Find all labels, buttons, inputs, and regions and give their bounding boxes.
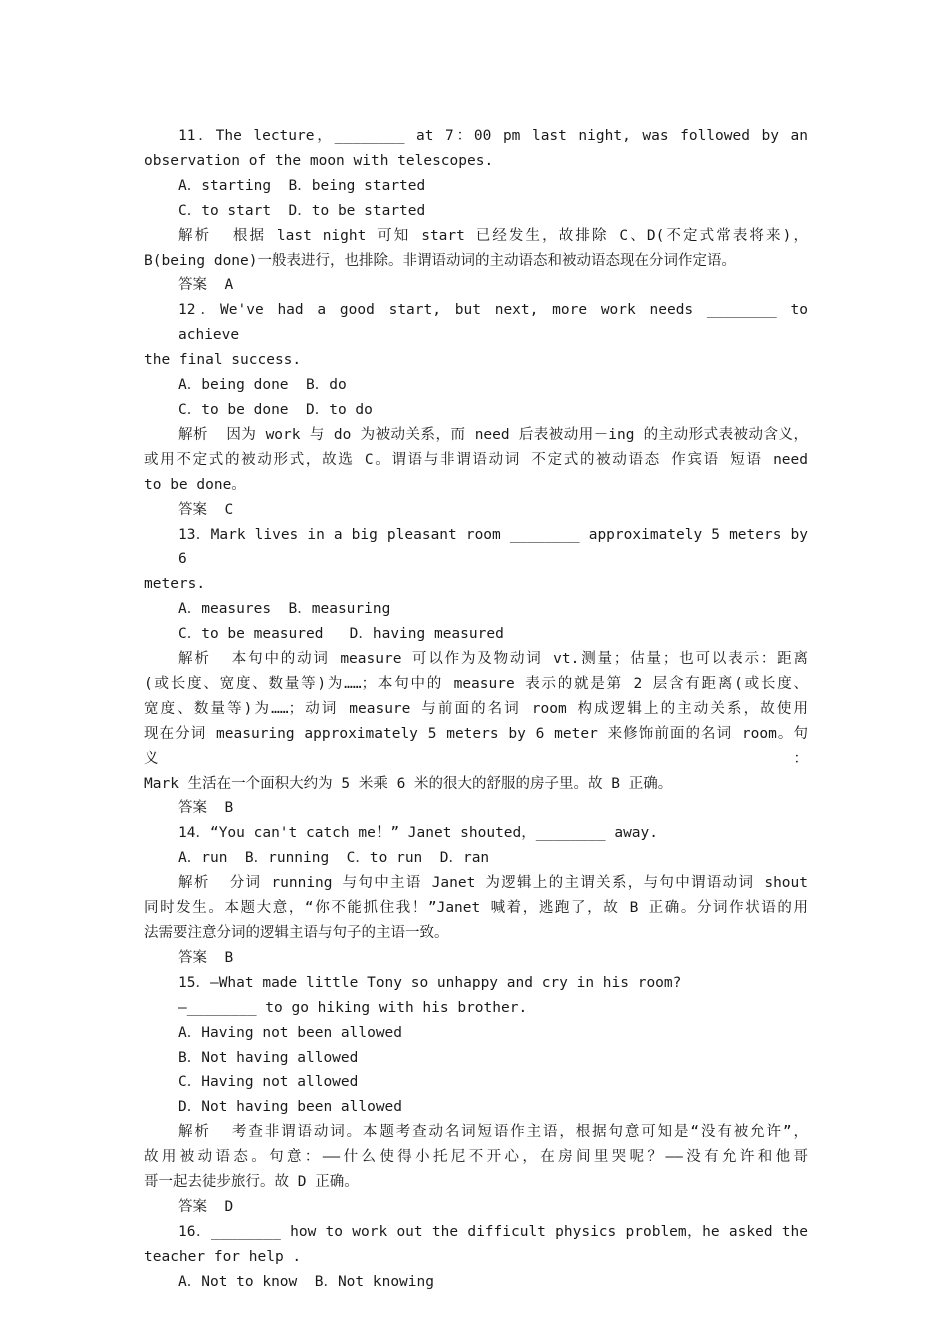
analysis-text: (或长度、宽度、数量等)为……；本句中的 measure 表示的就是第 2 层含有距离(或长度、: [144, 675, 808, 692]
option-c: C．Having not allowed: [178, 1074, 359, 1091]
question-13: [144, 523, 817, 822]
options-line: A．being done B．do: [178, 377, 347, 394]
analysis-text: B(being done)一般表进行，也排除。非谓语动词的主动语态和被动语态现在分词作定语。: [144, 252, 736, 269]
question-stem: —________ to go hiking with his brother.: [178, 999, 528, 1016]
options-line: C．to start D．to be started: [178, 202, 426, 219]
answer-text: 答案 C: [178, 501, 234, 518]
options-line: A．Not to know B．Not knowing: [178, 1273, 434, 1290]
options-line: C．to be done D．to do: [178, 401, 373, 418]
question-stem: meters.: [144, 576, 206, 593]
question-16: [144, 1220, 808, 1295]
options-line: A．starting B．being started: [178, 177, 426, 194]
analysis-text: 解析 分词 running 与句中主语 Janet 为逻辑上的主谓关系，与句中谓语动词 shout: [178, 875, 808, 892]
analysis-text: 同时发生。本题大意，“你不能抓住我！”Janet 喊着，逃跑了，故 B 正确。分词作状语的用: [144, 900, 808, 917]
question-stem: 15．—What made little Tony so unhappy and cry in his room?: [178, 974, 682, 991]
analysis-text: 解析 本句中的动词 measure 可以作为及物动词 vt.测量；估量；也可以表示：距离: [178, 651, 808, 668]
analysis-text: 法需要注意分词的逻辑主语与句子的主语一致。: [144, 925, 449, 941]
question-12: [144, 298, 817, 522]
analysis-text: 解析 根据 last night 可知 start 已经发生，故排除 C、D(不定式常表将来)，: [178, 227, 808, 244]
question-stem: 14．“You can't catch me！” Janet shouted，________ away.: [178, 825, 658, 842]
analysis-text: 哥一起去徒步旅行。故 D 正确。: [144, 1174, 359, 1191]
question-15: [144, 971, 808, 1220]
analysis-text: 现在分词 measuring approximately 5 meters by 6 meter 来修饰前面的名词 room。句义：: [144, 725, 808, 767]
analysis-text: 解析 考查非谓语动词。本题考查动名词短语作主语，根据句意可知是“没有被允许”，: [178, 1124, 808, 1141]
option-b: B．Not having allowed: [178, 1049, 359, 1066]
option-d: D．Not having been allowed: [178, 1099, 403, 1116]
answer-text: 答案 B: [178, 800, 234, 817]
question-14: [144, 821, 808, 970]
question-11: [144, 124, 808, 298]
answer-text: 答案 D: [178, 1198, 234, 1215]
question-stem: 13．Mark lives in a big pleasant room ________ approximately 5 meters by 6: [178, 526, 817, 568]
options-line: A．measures B．measuring: [178, 601, 391, 618]
options-line: C．to be measured D．having measured: [178, 626, 504, 643]
analysis-text: 故用被动语态。句意：——什么使得小托尼不开心，在房间里哭呢？——没有允许和他哥: [144, 1149, 808, 1166]
analysis-text: 宽度、数量等)为……；动词 measure 与前面的名词 room 构成逻辑上的主动关系，故使用: [144, 700, 808, 717]
analysis-text: 解析 因为 work 与 do 为被动关系，而 need 后表被动用－ing 的主动形式表被动含义，: [178, 426, 808, 443]
answer-text: 答案 B: [178, 949, 234, 966]
question-stem: teacher for help .: [144, 1248, 302, 1265]
question-stem: 11．The lecture，________ at 7：00 pm last night, was followed by an: [178, 128, 808, 144]
option-a: A．Having not been allowed: [178, 1024, 403, 1041]
analysis-text: 或用不定式的被动形式，故选 C。谓语与非谓语动词 不定式的被动语态 作宾语 短语 need: [144, 451, 808, 468]
exercise-page: [144, 124, 817, 1295]
question-stem: 16．________ how to work out the difficult physics problem，he asked the: [178, 1223, 808, 1240]
question-stem: the final success.: [144, 352, 302, 369]
analysis-text: to be done。: [144, 476, 246, 493]
analysis-text: Mark 生活在一个面积大约为 5 米乘 6 米的很大的舒服的房子里。故 B 正确。: [144, 775, 673, 792]
question-stem: observation of the moon with telescopes.: [144, 152, 494, 169]
options-line: A．run B．running C．to run D．ran: [178, 850, 490, 867]
answer-text: 答案 A: [178, 277, 234, 294]
question-stem: 12．We've had a good start, but next, more work needs ________ to achieve: [178, 302, 817, 344]
